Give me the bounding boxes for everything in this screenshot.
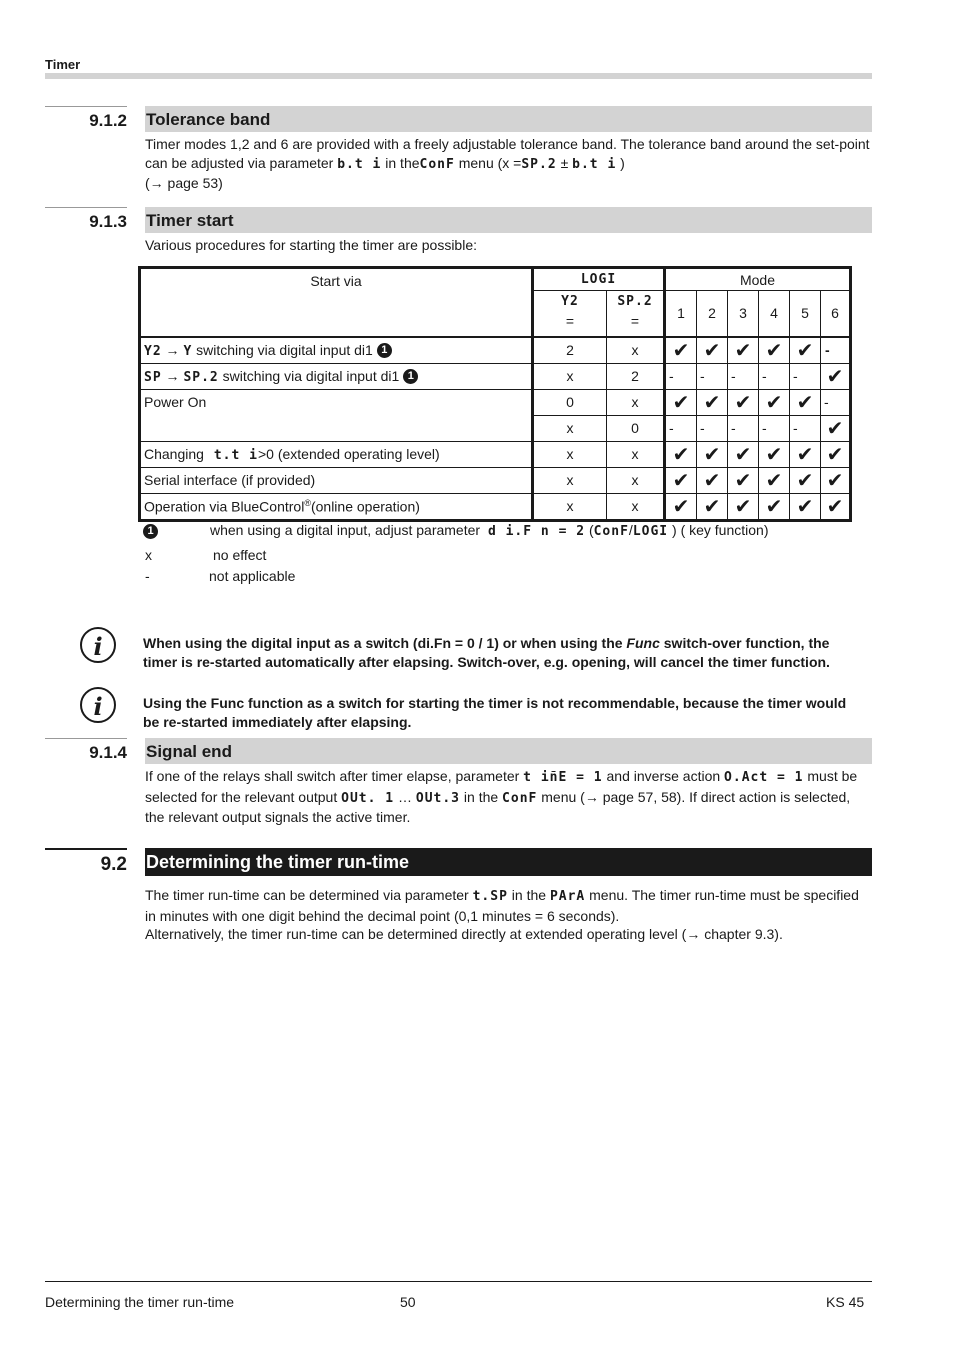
section-title-tolerance-band: Tolerance band [145,106,872,132]
cell-mode: ✔ [821,467,851,493]
runtime-text: The timer run-time can be determined via parameter t.SP in the PArA menu. The timer run-time must be specified in minutes with one digit behind the decimal point (0,1 minutes = 6 seconds). Alternatively, the timer run-time can be determined directly at extended operating level (→ chapter 9.3). [145,887,859,942]
legend-footnote-badge: 1 [143,522,158,539]
cell-mode: - [728,363,759,389]
cell-mode: ✔ [665,337,697,364]
row-label: Serial interface (if provided) [140,467,533,493]
legend-footnote-text: when using a digital input, adjust parameter d i.F n = 2 (ConF/LOGI ) ( key function) [210,522,769,539]
section-number-913: 9.1.3 [45,207,127,233]
cell-mode: ✔ [821,441,851,467]
table-row [140,363,851,389]
header-mode-6: 6 [821,291,851,337]
cell-mode: ✔ [665,389,697,415]
info-icon: i [80,627,116,663]
cell-mode: - [728,415,759,441]
cell-sp2: x [607,467,665,493]
cell-mode: ✔ [728,337,759,364]
header-sp2: SP.2 = [607,291,665,337]
cell-mode: ✔ [790,337,821,364]
cell-mode: - [790,363,821,389]
footer-product: KS 45 [826,1294,865,1310]
cell-mode: ✔ [759,467,790,493]
tolerance-line-1: Timer modes 1,2 and 6 are provided with a freely adjustable tolerance band. The tolerance band around the set-point [145,136,870,152]
note-2: Using the Func function as a switch for starting the timer is not recommendable, because the timer would be re-started immediately after elapsing. [143,695,847,730]
section-number-92: 9.2 [45,848,127,874]
cell-mode: ✔ [665,493,697,520]
cell-mode: ✔ [821,493,851,520]
param-conf: ConF [419,156,455,172]
cell-mode: ✔ [728,441,759,467]
legend-dash-symbol: - [145,568,150,584]
param-bti: b.t i [337,156,382,172]
note-1: When using the digital input as a switch (di.Fn = 0 / 1) or when using the Func switch-over function, the timer is re-started automatically after elapsing. Switch-over, e.g. opening, will cancel the timer function. [143,635,830,670]
section-number-914: 9.1.4 [45,738,127,764]
table-row [140,337,851,364]
cell-mode: ✔ [665,441,697,467]
cell-mode: ✔ [790,389,821,415]
header-mode-1: 1 [665,291,697,337]
cell-y2: 2 [533,337,607,364]
row-label: Y2 → Y switching via digital input di1 1 [140,337,533,364]
cell-mode: ✔ [697,337,728,364]
header-mode-4: 4 [759,291,790,337]
cell-mode: ✔ [728,493,759,520]
cell-sp2: 2 [607,363,665,389]
header-rule [45,73,872,79]
param-bti-2: b.t i [572,156,617,172]
cell-mode: ✔ [697,441,728,467]
cell-mode: ✔ [759,493,790,520]
footer-rule [45,1281,872,1282]
footnote-badge: 1 [403,369,418,384]
cell-y2: x [533,467,607,493]
table-row [140,441,851,467]
legend-dash-text: not applicable [209,568,296,584]
cell-mode: ✔ [821,363,851,389]
row-label: Operation via BlueControl®(online operation) [140,493,533,520]
cell-mode: ✔ [759,389,790,415]
cell-y2: x [533,415,607,441]
cell-mode: - [790,415,821,441]
cell-mode: - [665,415,697,441]
param-sp2: SP.2 [521,156,557,172]
cell-mode: ✔ [697,493,728,520]
cell-sp2: 0 [607,415,665,441]
cell-sp2: x [607,337,665,364]
header-start-via: Start via [140,268,533,337]
cell-mode: ✔ [697,389,728,415]
page-number: 50 [400,1294,416,1310]
table-row [140,493,851,520]
legend-x-symbol: x [145,547,152,563]
cell-y2: x [533,493,607,520]
cell-mode: - [665,363,697,389]
cell-y2: 0 [533,389,607,415]
cell-mode: - [759,415,790,441]
tolerance-band-text [145,135,872,193]
cell-mode: ✔ [759,441,790,467]
table-row [140,389,851,415]
cell-mode: - [697,363,728,389]
section-title-run-time: Determining the timer run-time [145,848,872,876]
section-title-timer-start: Timer start [145,207,872,233]
header-mode-5: 5 [790,291,821,337]
legend-x-text: no effect [213,547,267,563]
cell-mode: ✔ [728,389,759,415]
header-mode: Mode [665,268,851,291]
tolerance-line-2: can be adjusted via parameter b.t i in theConF menu (x =SP.2 ± b.t i ) [145,154,625,172]
cell-mode: ✔ [759,337,790,364]
tolerance-line-3: (→ page 53) [145,175,223,191]
cell-mode: ✔ [821,415,851,441]
cell-mode: - [821,389,851,415]
footer-chapter: Determining the timer run-time [45,1294,235,1310]
section-title-signal-end: Signal end [145,738,872,764]
cell-mode: - [821,337,851,364]
cell-mode: - [697,415,728,441]
cell-mode: ✔ [790,493,821,520]
cell-y2: x [533,441,607,467]
header-mode-3: 3 [728,291,759,337]
info-icon: i [80,687,116,723]
cell-mode: ✔ [665,467,697,493]
row-label: SP → SP.2 switching via digital input di1 1 [140,363,533,389]
cell-sp2: x [607,493,665,520]
cell-sp2: x [607,441,665,467]
signal-end-text: If one of the relays shall switch after timer elapse, parameter t iñE = 1 and inverse action O.Act = 1 must be selected for the relevant output OUt. 1 … OUt.3 in the ConF menu (→ page 57, 58). If direct action is selected, the relevant output signals the active timer. [145,768,858,825]
cell-mode: ✔ [790,467,821,493]
cell-mode: ✔ [790,441,821,467]
cell-mode: ✔ [697,467,728,493]
page-header-title: Timer [45,57,81,72]
table-row [140,467,851,493]
header-logi: LOGI [533,268,665,291]
row-label: Changing t.t i>0 (extended operating level) [140,441,533,467]
cell-mode: ✔ [728,467,759,493]
timer-start-intro: Various procedures for starting the timer are possible: [145,237,478,253]
header-y2: Y2 = [533,291,607,337]
header-mode-2: 2 [697,291,728,337]
timer-start-table [138,266,852,522]
cell-y2: x [533,363,607,389]
row-label: Power On [140,389,533,441]
cell-sp2: x [607,389,665,415]
section-number-912: 9.1.2 [45,106,127,132]
footnote-badge: 1 [377,343,392,358]
cell-mode: - [759,363,790,389]
